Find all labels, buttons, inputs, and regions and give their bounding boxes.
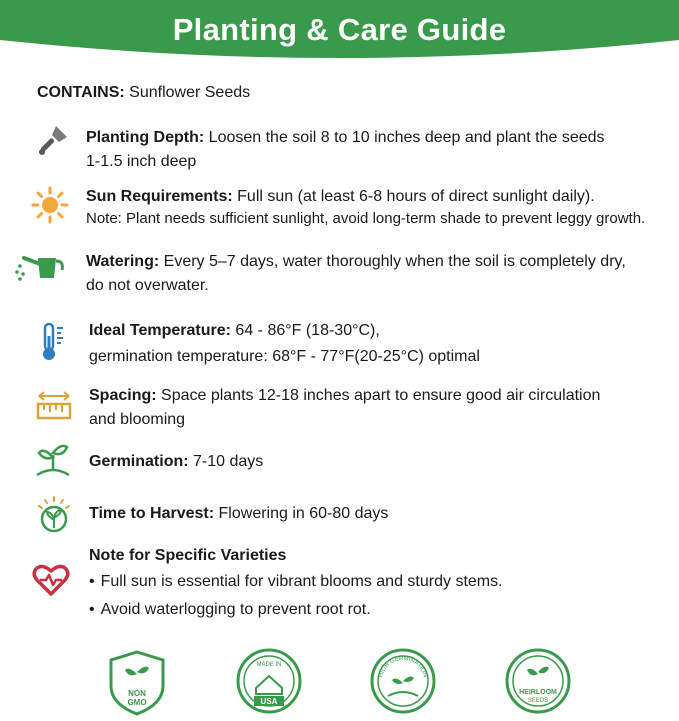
item-text: 7-10 days <box>193 453 264 470</box>
item-text: Loosen the soil 8 to 10 inches deep and plant the seeds <box>208 129 605 146</box>
harvest-icon <box>34 494 74 539</box>
heart-icon <box>32 563 70 602</box>
high-germination-badge-icon <box>370 648 436 719</box>
harvest-item <box>89 502 388 526</box>
badge-text: MADE IN <box>256 662 282 668</box>
page-title: Planting & Care Guide <box>172 12 507 47</box>
note-bullet: Full sun is essential for vibrant blooms and sturdy stems. <box>100 573 503 590</box>
planting-depth-item <box>86 126 605 174</box>
item-text-cont: and blooming <box>89 411 186 428</box>
badge-text: GMO <box>127 698 147 707</box>
note-title: Note for Specific Varieties <box>89 547 287 564</box>
sun-icon <box>31 186 69 229</box>
spacing-item <box>89 384 600 432</box>
note-bullet: Avoid waterlogging to prevent root rot. <box>100 601 371 618</box>
item-text-cont: germination temperature: 68°F - 77°F(20-25°C) optimal <box>89 348 480 365</box>
sprout-icon <box>33 441 73 484</box>
heirloom-seeds-badge-icon <box>505 648 571 719</box>
item-text-cont: do not overwater. <box>86 277 209 294</box>
badge-text: NON <box>128 689 146 698</box>
badge-text: USA <box>260 697 278 706</box>
item-label: Spacing: <box>89 387 157 404</box>
contains-label: CONTAINS: <box>37 84 125 101</box>
item-note: Note: Plant needs sufficient sunlight, avoid long-term shade to prevent leggy growth. <box>86 210 646 227</box>
non-gmo-badge-icon <box>107 650 167 721</box>
title-banner <box>0 0 679 66</box>
contains-value: Sunflower Seeds <box>129 84 251 101</box>
sun-requirements-item <box>86 185 645 229</box>
germination-item <box>89 450 263 474</box>
temperature-item <box>89 319 480 369</box>
badge-text: HIGH GERMINATION <box>378 655 428 679</box>
item-label: Planting Depth: <box>86 129 205 146</box>
contains-line <box>37 84 250 102</box>
item-label: Sun Requirements: <box>86 188 233 205</box>
item-text-cont: 1-1.5 inch deep <box>86 153 197 170</box>
item-text: Every 5–7 days, water thoroughly when the soil is completely dry, <box>163 253 626 270</box>
item-text: Full sun (at least 6-8 hours of direct sunlight daily). <box>237 188 595 205</box>
item-text: Space plants 12-18 inches apart to ensure good air circulation <box>161 387 601 404</box>
item-label: Ideal Temperature: <box>89 322 231 339</box>
watering-item <box>86 250 626 298</box>
watering-can-icon <box>14 248 66 289</box>
ruler-icon <box>35 390 73 427</box>
thermometer-icon <box>39 322 67 367</box>
item-text: Flowering in 60-80 days <box>218 505 389 522</box>
badge-text: HEIRLOOM <box>519 689 557 696</box>
badge-text: SEEDS <box>527 698 549 704</box>
item-text: 64 - 86°F (18-30°C), <box>235 322 380 339</box>
item-label: Time to Harvest: <box>89 505 215 522</box>
made-in-usa-badge-icon <box>236 648 302 719</box>
item-label: Watering: <box>86 253 160 270</box>
trowel-icon <box>36 122 72 163</box>
varieties-note <box>89 544 503 622</box>
item-label: Germination: <box>89 453 189 470</box>
